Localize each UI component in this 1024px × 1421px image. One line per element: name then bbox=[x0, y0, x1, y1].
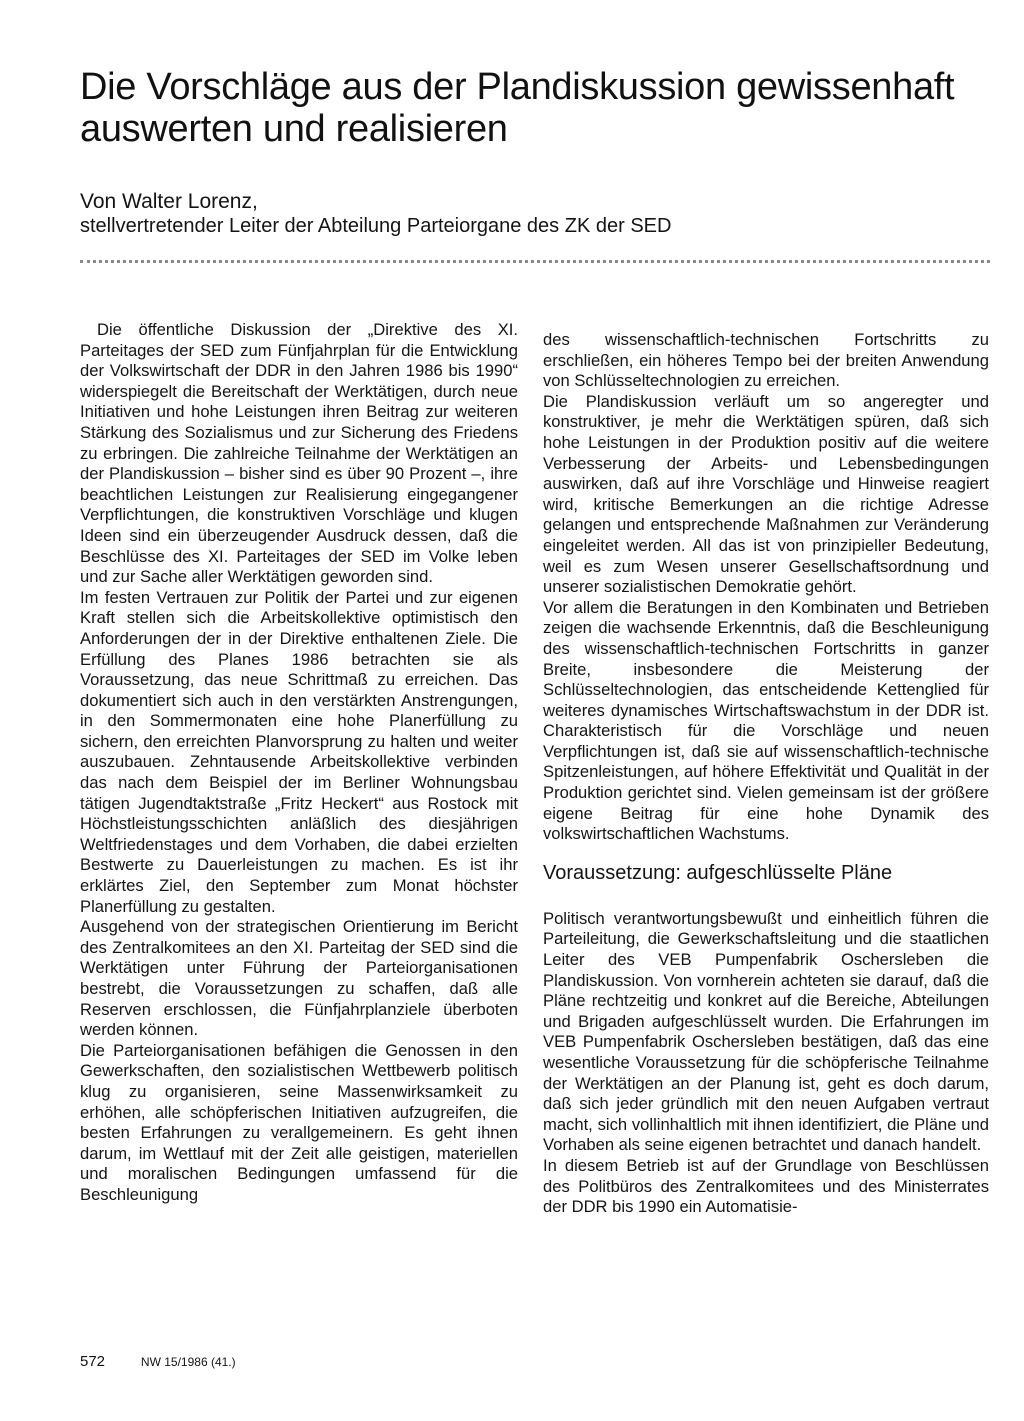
paragraph: Im festen Vertrauen zur Politik der Partei und zur eigenen Kraft stellen sich die Arbeitskollektive optimistisch den Anforderungen der in der Direktive enthaltenen Ziele. Die Erfüllung des Planes 1986 betrachten sie als Voraussetzung, das neue Schrittmaß zu erreichen. Das dokumentiert sich auch in den verstärkten Anstrengungen, in den Sommermonaten eine hohe Planerfüllung zu sichern, den erreichten Planvorsprung zu halten und weiter auszubauen. Zehntausende Arbeitskollektive verbinden das nach dem Beispiel der im Berliner Wohnungsbau tätigen Jugendtaktstraße „Fritz Heckert“ aus Rostock mit Höchstleistungsschichten anläßlich des diesjährigen Weltfriedenstages und dem Vorhaben, die dabei erzielten Bestwerte zu Dauerleistungen zu machen. Es ist ihr erklärtes Ziel, den September zum Monat höchster Planerfüllung zu gestalten. bbox=[80, 587, 518, 916]
paragraph: Die öffentliche Diskussion der „Direktive des XI. Parteitages der SED zum Fünfjahrplan für die Entwicklung der Volkswirtschaft der DDR in den Jahren 1986 bis 1990“ widerspiegelt die Bereitschaft der Werktätigen, durch neue Initiativen und hohe Leistungen ihren Beitrag zur weiteren Stärkung des Sozialismus und zur Sicherung des Friedens zu erbringen. Die zahlreiche Teilnahme der Werktätigen an der Plandiskussion – bisher sind es über 90 Prozent –, ihre beachtlichen Leistungen zur Realisierung eingegangener Verpflichtungen, die konstruktiven Vorschläge und klugen Ideen sind ein überzeugender Ausdruck dessen, daß die Beschlüsse des XI. Parteitages der SED im Volke leben und zur Sache aller Werktätigen geworden sind. bbox=[80, 320, 518, 587]
paragraph: Ausgehend von der strategischen Orientierung im Bericht des Zentralkomitees an den XI. Parteitag der SED sind die Werktätigen unter Führung der Parteiorganisationen bestrebt, die Voraussetzungen zu schaffen, daß alle Reserven erschlossen, die Fünfjahrplanziele überboten werden können. bbox=[80, 917, 518, 1040]
paragraph: Vor allem die Beratungen in den Kombinaten und Betrieben zeigen die wachsende Erkenntnis, daß die Beschleunigung des wissenschaftlich-technischen Fortschritts in ganzer Breite, insbesondere die Meisterung der Schlüsseltechnologien, das entscheidende Kettenglied für weiteres dynamisches Wirtschaftswachstum in der DDR ist. Charakteristisch für die Vorschläge und neuen Verpflichtungen ist, daß sie auf wissenschaftlich-technische Spitzenleistungen, auf höhere Effektivität und Qualität in der Produktion gerichtet sind. Vielen gemeinsam ist der größere eigene Beitrag für eine hohe Dynamik des volkswirtschaftlichen Wachstums. bbox=[543, 597, 989, 844]
issue-label: NW 15/1986 (41.) bbox=[140, 1355, 236, 1369]
section-subheading: Voraussetzung: aufgeschlüsselte Pläne bbox=[543, 861, 893, 884]
author-block bbox=[80, 190, 980, 238]
paragraph: Die Parteiorganisationen befähigen die Genossen in den Gewerkschaften, den sozialistischen Wettbewerb politisch klug zu organisieren, seine Massenwirksamkeit zu erhöhen, alle schöpferischen Initiativen aufzugreifen, die besten Erfahrungen zu verallgemeinern. Es geht ihnen darum, im Wettlauf mit der Zeit alle geistigen, materiellen und moralischen Bedingungen umfassend für die Beschleunigung bbox=[80, 1040, 518, 1204]
author-role: stellvertretender Leiter der Abteilung Parteiorgane des ZK der SED bbox=[80, 215, 672, 237]
paragraph: In diesem Betrieb ist auf der Grundlage von Beschlüssen des Politbüros des Zentralkomitees und des Ministerrates der DDR bis 1990 ein Automatisie- bbox=[543, 1155, 989, 1217]
article-title: Die Vorschläge aus der Plandiskussion gewissenhaft auswerten und realisieren bbox=[80, 66, 955, 150]
paragraph: des wissenschaftlich-technischen Fortschritts zu erschließen, ein höheres Tempo bei der breiten Anwendung von Schlüsseltechnologien zu erreichen. bbox=[543, 330, 989, 391]
page-number: 572 bbox=[80, 1353, 106, 1370]
left-column bbox=[80, 320, 518, 1206]
paragraph: Die Plandiskussion verläuft um so angeregter und konstruktiver, je mehr die Werktätigen spüren, daß sich hohe Leistungen in der Produktion positiv auf die weitere Verbesserung der Arbeits- und Lebensbedingungen auswirken, daß auf ihre Vorschläge und Hinweise reagiert wird, kritische Bemerkungen an die richtige Adresse gelangen und entsprechende Maßnahmen zur Veränderung eingeleitet werden. All das ist von prinzipieller Bedeutung, weil es zum Wesen unserer Gesellschaftsordnung und unserer sozialistischen Demokratie gehört. bbox=[543, 391, 989, 597]
paragraph: Politisch verantwortungsbewußt und einheitlich führen die Parteileitung, die Gewerkschaftsleitung und die staatlichen Leiter des VEB Pumpenfabrik Oschersleben die Plandiskussion. Von vornherein achteten sie darauf, daß die Pläne rechtzeitig und konkret auf die Bereiche, Abteilungen und Brigaden aufgeschlüsselt wurden. Die Erfahrungen im VEB Pumpenfabrik Oschersleben bestätigen, daß das eine wesentliche Voraussetzung für die schöpferische Teilnahme der Werktätigen an der Planung ist, geht es doch darum, daß sich jeder gründlich mit den neuen Aufgaben vertraut macht, sich vollinhaltlich mit ihnen identifiziert, die Pläne und Vorhaben als seine eigenen betrachtet und danach handelt. bbox=[543, 908, 989, 1155]
right-column bbox=[543, 330, 989, 1218]
page-footer bbox=[80, 1352, 236, 1371]
title-divider bbox=[80, 260, 990, 263]
author-name: Von Walter Lorenz, bbox=[80, 190, 258, 213]
